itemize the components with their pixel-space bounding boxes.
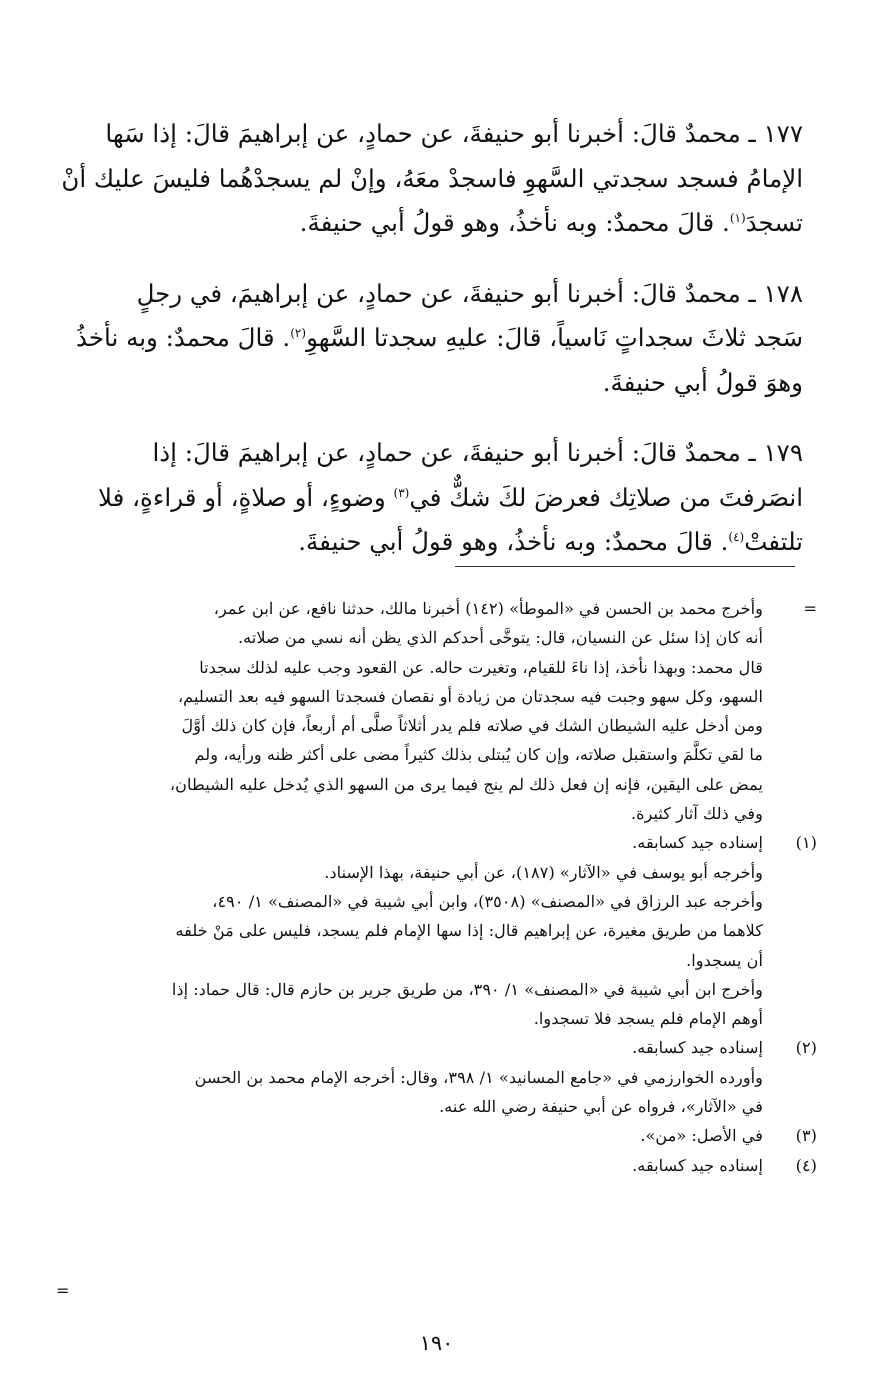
footnote-number: (٤): [795, 1155, 817, 1175]
text-segment: . قالَ محمدٌ: وبه نأخذُ، وهو قولُ أبي حنيفةَ.: [299, 208, 730, 237]
footnote-line: أنه كان إذا سئل عن النسيان، قال: يتوخَّى أحدكم الذي يظن أنه نسي من صلاته.: [238, 628, 763, 648]
footnote-line: في «الآثار»، فرواه عن أبي حنيفة رضي الله عنه.: [439, 1097, 763, 1117]
text-line: [46, 476, 803, 521]
footnote-line: إسناده جيد كسابقه.: [632, 1155, 763, 1175]
hadith-177: [46, 112, 803, 246]
footnote-line: وأخرجه عبد الرزاق في «المصنف» (٣٥٠٨)، وابن أبي شيبة في «المصنف» ١/ ٤٩٠،: [212, 891, 763, 911]
text-segment: وضوءٍ، أو صلاةٍ، أو قراءةٍ، فلا: [98, 482, 394, 512]
footnote-3: [50, 1121, 817, 1150]
text-segment: سَجد ثلاثَ سجداتٍ نَاسياً، قالَ: عليهِ سجدتا السَّهوِ: [306, 323, 803, 352]
text-line: الإمامُ فسجد سجدتي السَّهوِ فاسجدْ معَهُ، وإنْ لم يسجدْهُما فليسَ عليك أنْ: [61, 163, 803, 193]
text-segment: . قالَ محمدٌ: وبه نأخذُ، وهو قولُ أبي حنيفةَ.: [298, 527, 729, 556]
footnote-line: وفي ذلك آثار كثيرة.: [630, 804, 763, 824]
footnote-continuation: [50, 594, 817, 828]
text-line: [46, 201, 803, 246]
footnote-line: قال محمد: وبهذا نأخذ، إذا ناءَ للقيام، وتغيرت حاله. عن القعود وجب عليه لذلك سجدتا: [199, 657, 763, 677]
footnote-line: السهو، وكل سهو وجبت فيه سجدتان من زيادة أو نقصان فسجدتا السهو فيه بعد التسليم،: [177, 686, 763, 706]
text-line: ١٧٧ ـ محمدٌ قالَ: أخبرنا أبو حنيفةَ، عن حمادٍ، عن إبراهيمَ قالَ: إذا سَها: [105, 119, 803, 148]
continued-mark: =: [56, 1281, 70, 1300]
footnote-2: [50, 1033, 817, 1121]
footnote-line: إسناده جيد كسابقه.: [632, 1038, 763, 1058]
footnote-line: وأخرج ابن أبي شيبة في «المصنف» ١/ ٣٩٠، من طريق جرير بن حازم قال: قال حماد: إذا: [171, 979, 763, 999]
footnote-ref-4: (٤): [728, 529, 745, 544]
footnote-line: وأخرج محمد بن الحسن في «الموطأ» (١٤٢) أخبرنا مالك، حدثنا نافع، عن ابن عمر،: [213, 599, 763, 618]
continuation-mark: =: [803, 599, 817, 618]
footnote-line: يمض على اليقين، فإنه إن فعل ذلك لم ينج فيما يرى من السهو الذي يُدخل عليه الشيطان،: [169, 774, 763, 794]
text-segment: انصَرفتَ من صلاتِك فعرضَ لكَ شكٌّ في: [409, 482, 803, 512]
footnote-ref-2: (٢): [290, 325, 307, 340]
footnote-separator: [455, 566, 795, 567]
footnote-4: [50, 1151, 817, 1180]
footnote-line: أن يسجدوا.: [686, 950, 763, 970]
footnote-ref-1: (١): [729, 210, 746, 225]
text-line: ١٧٩ ـ محمدٌ قالَ: أخبرنا أبو حنيفةَ، عن حمادٍ، عن إبراهيمَ قالَ: إذا: [152, 438, 803, 467]
text-line: وهوَ قولُ أبي حنيفةَ.: [602, 367, 803, 397]
main-text: [46, 112, 803, 565]
footnote-line: وأخرجه أبو يوسف في «الآثار» (١٨٧)، عن أبي حنيفة، بهذا الإسناد.: [324, 862, 763, 882]
text-segment: تسجدَ: [745, 208, 803, 237]
footnote-line: وأورده الخوارزمي في «جامع المسانيد» ١/ ٣٩٨، وقال: أخرجه الإمام محمد بن الحسن: [194, 1067, 763, 1087]
hadith-179: [46, 431, 803, 565]
footnote-ref-3: (٣): [393, 485, 410, 500]
footnote-number: (١): [795, 833, 817, 853]
footnote-1: [50, 828, 817, 1033]
text-line: [46, 520, 803, 565]
text-line: ١٧٨ ـ محمدٌ قالَ: أخبرنا أبو حنيفةَ، عن حمادٍ، عن إبراهيمَ، في رجلٍ: [136, 278, 803, 308]
hadith-178: [46, 272, 803, 406]
footnote-line: إسناده جيد كسابقه.: [632, 833, 763, 853]
page-number: ١٩٠: [419, 1331, 454, 1355]
text-segment: . قالَ محمدٌ: وبه نأخذُ: [76, 323, 291, 352]
text-segment: تلتفتْ: [744, 527, 803, 556]
footnote-line: أوهم الإمام فلم يسجد فلا تسجدوا.: [533, 1009, 763, 1029]
footnotes: [50, 594, 817, 1180]
footnote-line: كلاهما من طريق مغيرة، عن إبراهيم قال: إذا سها الإمام فلم يسجد، فليس على مَنْ خلفه: [175, 921, 763, 941]
footnote-line: في الأصل: «من».: [640, 1126, 763, 1146]
text-line: [46, 316, 803, 361]
footnote-number: (٢): [795, 1038, 817, 1058]
footnote-line: ومن أدخل عليه الشيطان الشك في صلاته فلم يدر أثلاثاً صلَّى أم أربعاً، فإن كان ذلك أوَّلَ: [181, 716, 763, 736]
footnote-number: (٣): [795, 1126, 817, 1146]
footnote-line: ما لقي تكلَّمَ واستقبل صلاته، وإن كان يُبتلى بذلك كثيراً مضى على أكثر ظنه ورأيه، ولم: [194, 745, 763, 765]
